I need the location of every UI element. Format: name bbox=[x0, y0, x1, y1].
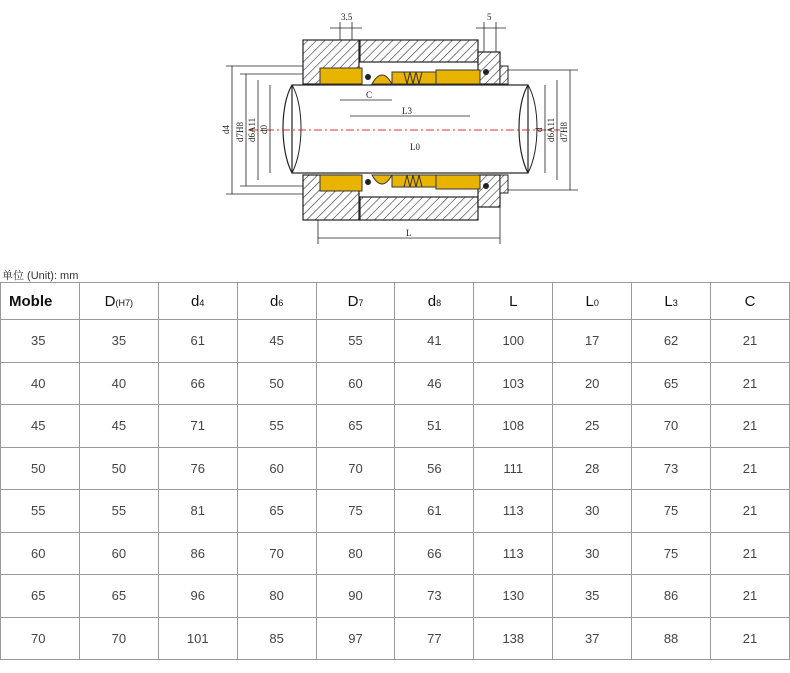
cell-d8: 73 bbox=[395, 575, 474, 618]
cell-d4: 81 bbox=[158, 490, 237, 533]
cell-l0: 17 bbox=[553, 320, 632, 363]
specification-table bbox=[0, 282, 790, 660]
table-row bbox=[1, 532, 790, 575]
cell-l: 113 bbox=[474, 490, 553, 533]
cell-l3: 73 bbox=[632, 447, 711, 490]
cell-l3: 86 bbox=[632, 575, 711, 618]
cell-d8: 61 bbox=[395, 490, 474, 533]
cell-d6: 85 bbox=[237, 617, 316, 660]
cell-d7: 55 bbox=[316, 320, 395, 363]
cell-d7: 75 bbox=[316, 490, 395, 533]
unit-label: 单位 (Unit): mm bbox=[2, 270, 79, 282]
shaft bbox=[250, 85, 560, 173]
dim-d7h8-left-label: d7H8 bbox=[235, 122, 245, 142]
dim-d-label: d bbox=[534, 127, 544, 132]
table-row bbox=[1, 575, 790, 618]
column-header-d7: D7 bbox=[316, 283, 395, 320]
column-header-l3: L3 bbox=[632, 283, 711, 320]
cell-l3: 70 bbox=[632, 405, 711, 448]
cell-d4: 66 bbox=[158, 362, 237, 405]
lower-seal-parts bbox=[320, 175, 489, 191]
dim-d0-label: d0 bbox=[259, 125, 269, 134]
cell-l3: 62 bbox=[632, 320, 711, 363]
cell-l: 108 bbox=[474, 405, 553, 448]
cell-d6: 80 bbox=[237, 575, 316, 618]
cell-d8: 56 bbox=[395, 447, 474, 490]
cell-l0: 30 bbox=[553, 490, 632, 533]
cell-l3: 88 bbox=[632, 617, 711, 660]
cell-c: 21 bbox=[711, 405, 790, 448]
cell-d8: 41 bbox=[395, 320, 474, 363]
cell-d6: 45 bbox=[237, 320, 316, 363]
cell-moble: 60 bbox=[1, 532, 80, 575]
cell-d7: 97 bbox=[316, 617, 395, 660]
column-header-c: C bbox=[711, 283, 790, 320]
cell-d7: 80 bbox=[316, 532, 395, 575]
dim-d7h8-right-label: d7H8 bbox=[559, 122, 569, 142]
dim-l3-label: L3 bbox=[402, 106, 412, 116]
cell-l0: 37 bbox=[553, 617, 632, 660]
cell-c: 21 bbox=[711, 532, 790, 575]
cell-l3: 75 bbox=[632, 490, 711, 533]
cell-moble: 35 bbox=[1, 320, 80, 363]
cell-d4: 76 bbox=[158, 447, 237, 490]
cell-l0: 25 bbox=[553, 405, 632, 448]
cell-d-h7: 50 bbox=[79, 447, 158, 490]
cell-d7: 90 bbox=[316, 575, 395, 618]
table-row bbox=[1, 320, 790, 363]
cell-l3: 75 bbox=[632, 532, 711, 575]
cell-d7: 70 bbox=[316, 447, 395, 490]
dim-l-label: L bbox=[406, 228, 412, 238]
cell-l: 100 bbox=[474, 320, 553, 363]
cell-d7: 60 bbox=[316, 362, 395, 405]
cell-c: 21 bbox=[711, 575, 790, 618]
cell-d8: 66 bbox=[395, 532, 474, 575]
cell-d4: 71 bbox=[158, 405, 237, 448]
cell-d6: 60 bbox=[237, 447, 316, 490]
cell-d-h7: 45 bbox=[79, 405, 158, 448]
column-header-l: L bbox=[474, 283, 553, 320]
upper-seal-parts bbox=[320, 68, 489, 84]
dim-3-5-label: 3.5 bbox=[341, 12, 353, 22]
column-header-l0: L0 bbox=[553, 283, 632, 320]
cell-l: 130 bbox=[474, 575, 553, 618]
column-header-d4: d4 bbox=[158, 283, 237, 320]
cell-c: 21 bbox=[711, 362, 790, 405]
cell-moble: 40 bbox=[1, 362, 80, 405]
column-header-moble: Moble bbox=[1, 283, 80, 320]
cell-d-h7: 65 bbox=[79, 575, 158, 618]
cell-d-h7: 70 bbox=[79, 617, 158, 660]
cell-l0: 28 bbox=[553, 447, 632, 490]
cell-moble: 65 bbox=[1, 575, 80, 618]
cell-l0: 30 bbox=[553, 532, 632, 575]
cell-d8: 77 bbox=[395, 617, 474, 660]
column-header-d-h7: D(H7) bbox=[79, 283, 158, 320]
cell-c: 21 bbox=[711, 490, 790, 533]
cell-d8: 51 bbox=[395, 405, 474, 448]
cell-c: 21 bbox=[711, 617, 790, 660]
cell-d8: 46 bbox=[395, 362, 474, 405]
cell-l: 138 bbox=[474, 617, 553, 660]
cell-l: 111 bbox=[474, 447, 553, 490]
cell-moble: 55 bbox=[1, 490, 80, 533]
dim-d4-label: d4 bbox=[221, 125, 231, 134]
cell-d6: 70 bbox=[237, 532, 316, 575]
cell-moble: 45 bbox=[1, 405, 80, 448]
cell-d6: 65 bbox=[237, 490, 316, 533]
cell-d-h7: 35 bbox=[79, 320, 158, 363]
cell-d6: 55 bbox=[237, 405, 316, 448]
cell-d6: 50 bbox=[237, 362, 316, 405]
table-header-row bbox=[1, 283, 790, 320]
table-row bbox=[1, 490, 790, 533]
cell-l: 103 bbox=[474, 362, 553, 405]
table-row bbox=[1, 617, 790, 660]
column-header-d8: d8 bbox=[395, 283, 474, 320]
cell-d-h7: 60 bbox=[79, 532, 158, 575]
cell-l0: 35 bbox=[553, 575, 632, 618]
cell-d-h7: 55 bbox=[79, 490, 158, 533]
dim-c-label: C bbox=[366, 90, 373, 100]
cell-d4: 101 bbox=[158, 617, 237, 660]
cell-moble: 70 bbox=[1, 617, 80, 660]
cell-d4: 86 bbox=[158, 532, 237, 575]
dim-d6a11-left-label: d6A11 bbox=[247, 117, 257, 142]
cell-d4: 96 bbox=[158, 575, 237, 618]
cell-d-h7: 40 bbox=[79, 362, 158, 405]
cell-l3: 65 bbox=[632, 362, 711, 405]
cell-moble: 50 bbox=[1, 447, 80, 490]
cell-c: 21 bbox=[711, 447, 790, 490]
cell-d7: 65 bbox=[316, 405, 395, 448]
table-row bbox=[1, 362, 790, 405]
dim-5-label: 5 bbox=[487, 12, 492, 22]
table-row bbox=[1, 405, 790, 448]
dim-d6a11-right-label: d6A11 bbox=[546, 117, 556, 142]
cell-d4: 61 bbox=[158, 320, 237, 363]
cell-l: 113 bbox=[474, 532, 553, 575]
column-header-d6: d6 bbox=[237, 283, 316, 320]
cell-l0: 20 bbox=[553, 362, 632, 405]
table-row bbox=[1, 447, 790, 490]
seal-cross-section-drawing bbox=[0, 0, 790, 262]
dim-l0-label: L0 bbox=[410, 142, 420, 152]
cell-c: 21 bbox=[711, 320, 790, 363]
